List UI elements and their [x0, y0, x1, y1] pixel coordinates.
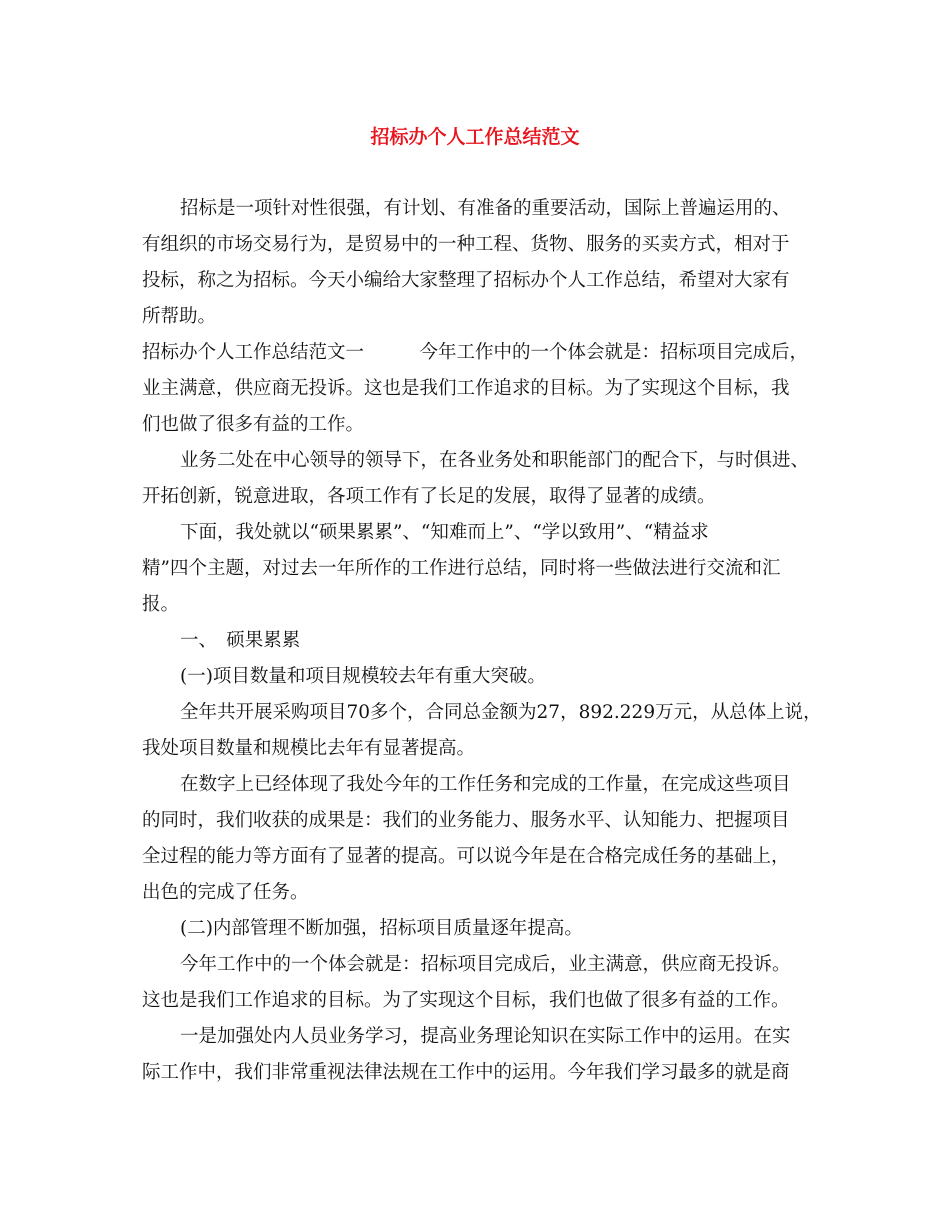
- paragraph-line: 在数字上已经体现了我处今年的工作任务和完成的工作量，在完成这些项目: [180, 774, 791, 795]
- paragraph-line: 招标是一项针对性很强，有计划、有准备的重要活动，国际上普遍运用的、: [180, 198, 791, 219]
- paragraph-line: 报。: [142, 594, 180, 615]
- paragraph-line: 开拓创新，锐意进取，各项工作有了长足的发展，取得了显著的成绩。: [142, 486, 716, 507]
- paragraph-line: 全年共开展采购项目70多个，合同总金额为27，892.229万元，从总体上说，: [180, 702, 822, 723]
- paragraph-line: 下面，我处就以“硕果累累”、“知难而上”、“学以致用”、“精益求: [180, 522, 709, 543]
- paragraph-line: 招标办个人工作总结范文一 今年工作中的一个体会就是：招标项目完成后，: [142, 342, 809, 363]
- paragraph-line: 一是加强处内人员业务学习，提高业务理论知识在实际工作中的运用。在实: [180, 1026, 791, 1047]
- paragraph-line: 业务二处在中心领导的领导下，在各业务处和职能部门的配合下，与时俱进、: [180, 450, 810, 471]
- paragraph-line: 出色的完成了任务。: [142, 882, 309, 903]
- paragraph-line: 际工作中，我们非常重视法律法规在工作中的运用。今年我们学习最多的就是商: [142, 1062, 790, 1083]
- paragraph-line: 今年工作中的一个体会就是：招标项目完成后，业主满意，供应商无投诉。: [180, 954, 791, 975]
- section-heading: 一、 硕果累累: [180, 630, 301, 651]
- paragraph-line: 精”四个主题，对过去一年所作的工作进行总结，同时将一些做法进行交流和汇: [142, 558, 781, 579]
- paragraph-line: 全过程的能力等方面有了显著的提高。可以说今年是在合格完成任务的基础上，: [142, 846, 790, 867]
- paragraph-line: 的同时，我们收获的成果是：我们的业务能力、服务水平、认知能力、把握项目: [142, 810, 790, 831]
- subsection-heading: (一)项目数量和项目规模较去年有重大突破。: [180, 666, 546, 687]
- subsection-heading: (二)内部管理不断加强，招标项目质量逐年提高。: [180, 918, 583, 939]
- paragraph-line: 我处项目数量和规模比去年有显著提高。: [142, 738, 476, 759]
- paragraph-line: 业主满意，供应商无投诉。这也是我们工作追求的目标。为了实现这个目标，我: [142, 378, 790, 399]
- paragraph-line: 们也做了很多有益的工作。: [142, 414, 365, 435]
- paragraph-line: 有组织的市场交易行为，是贸易中的一种工程、货物、服务的买卖方式，相对于: [142, 234, 790, 255]
- paragraph-line: 这也是我们工作追求的目标。为了实现这个目标，我们也做了很多有益的工作。: [142, 990, 790, 1011]
- document-title: 招标办个人工作总结范文: [370, 126, 580, 148]
- paragraph-line: 所帮助。: [142, 306, 217, 327]
- paragraph-line: 投标，称之为招标。今天小编给大家整理了招标办个人工作总结，希望对大家有: [142, 270, 790, 291]
